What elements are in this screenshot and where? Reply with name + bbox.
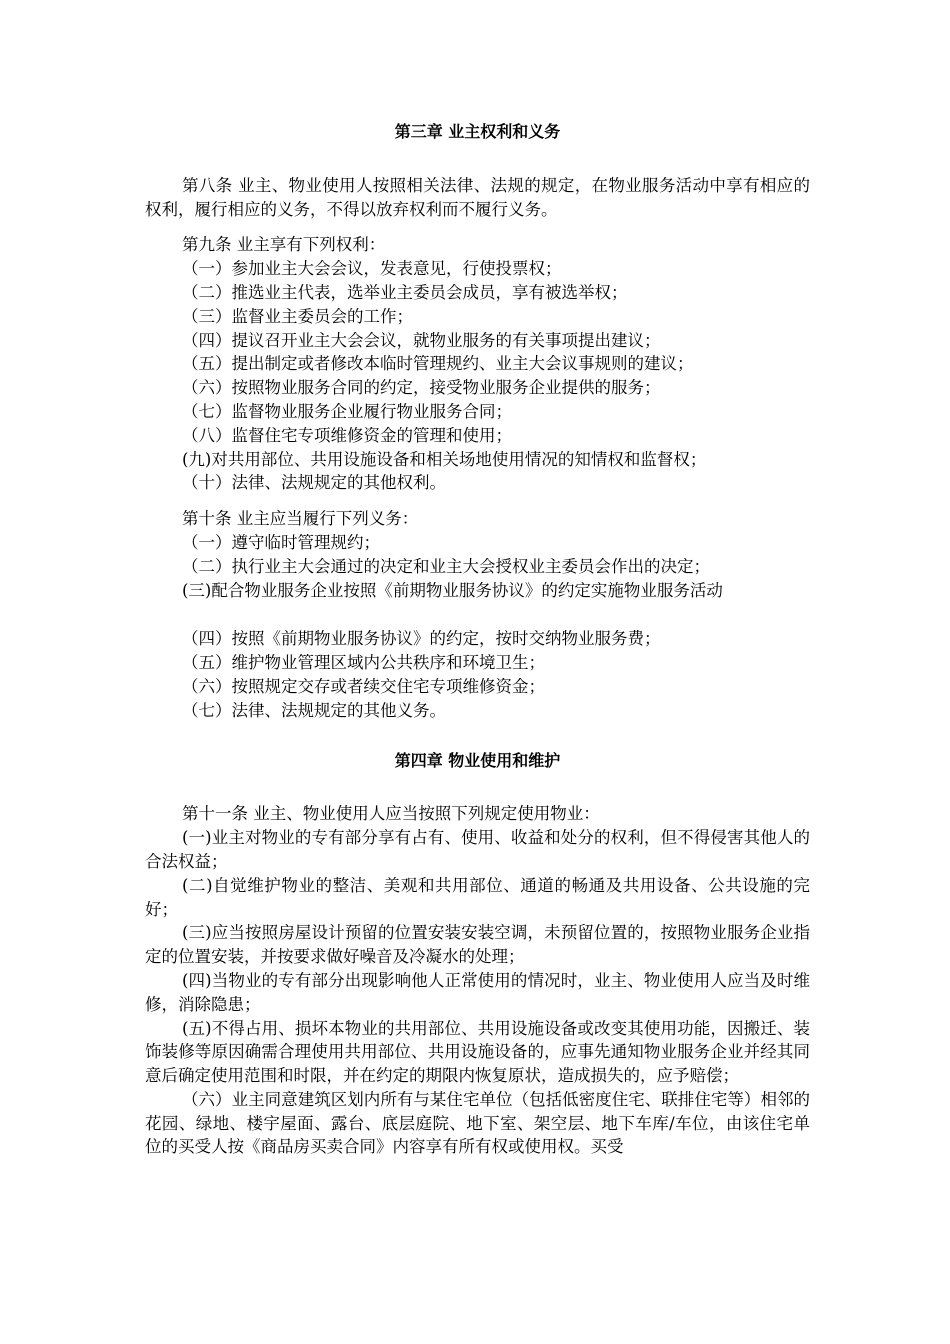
chapter-3-title: 第三章 业主权利和义务 [394, 122, 561, 141]
article-9-title: 第九条 业主享有下列权利： [182, 235, 386, 255]
article-11-item: (三)应当按照房屋设计预留的位置安装安装空调，未预留位置的，按照物业服务企业指定的位置安装，并按要求做好噪音及冷凝水的处理； [145, 923, 810, 967]
article-9-item: （八）监督住宅专项维修资金的管理和使用； [182, 425, 512, 445]
article-10-item: （六）按照规定交存或者续交住宅专项维修资金； [182, 676, 545, 696]
article-10-item: （二）执行业主大会通过的决定和业主大会授权业主委员会作出的决定； [182, 556, 710, 576]
article-11-item: (五)不得占用、损坏本物业的共用部位、共用设施设备或改变其使用功能，因搬迁、装饰装修等原因确需合理使用共用部位、共用设施设备的，应事先通知物业服务企业并经其同意后确定使用范围和时限，并在约定的期限内恢复原状，造成损失的，应予赔偿； [145, 1018, 810, 1086]
article-11-item: （六）业主同意建筑区划内所有与某住宅单位（包括低密度住宅、联排住宅等）相邻的花园、绿地、楼宇屋面、露台、底层庭院、地下室、架空层、地下车库/车位，由该住宅单位的买受人按《商品房买卖合同》内容享有所有权或使用权。买受 [145, 1089, 810, 1157]
article-9-item: （七）监督物业服务企业履行物业服务合同； [182, 401, 512, 421]
article-9-item: （一）参加业主大会会议，发表意见，行使投票权； [182, 259, 562, 279]
article-9-item: （五）提出制定或者修改本临时管理规约、业主大会议事规则的建议； [182, 354, 694, 374]
article-11-title: 第十一条 业主、物业使用人应当按照下列规定使用物业： [182, 804, 600, 824]
article-11-item: (四)当物业的专有部分出现影响他人正常使用的情况时，业主、物业使用人应当及时维修，消除隐患； [145, 970, 810, 1014]
article-9-item: （四）提议召开业主大会会议，就物业服务的有关事项提出建议； [182, 330, 661, 350]
article-9-item: (九)对共用部位、共用设施设备和相关场地使用情况的知情权和监督权； [182, 449, 707, 469]
article-9-item: （十）法律、法规规定的其他权利。 [182, 473, 446, 493]
article-9-item: （六）按照物业服务合同的约定，接受物业服务企业提供的服务； [182, 378, 661, 398]
article-8: 第八条 业主、物业使用人按照相关法律、法规的规定，在物业服务活动中享有相应的权利，履行相应的义务，不得以放弃权利而不履行义务。 [145, 175, 810, 219]
chapter-4-title: 第四章 物业使用和维护 [394, 750, 561, 770]
document-page [145, 120, 810, 1159]
article-10-item: （一）遵守临时管理规约； [182, 532, 380, 552]
article-10-item: (三)配合物业服务企业按照《前期物业服务协议》的约定实施物业服务活动 [182, 580, 723, 600]
article-10-title: 第十条 业主应当履行下列义务： [182, 509, 419, 529]
article-9-item: （三）监督业主委员会的工作； [182, 306, 413, 326]
article-10-item: （四）按照《前期物业服务协议》的约定，按时交纳物业服务费； [182, 629, 661, 649]
article-11-item: (二)自觉维护物业的整洁、美观和共用部位、通道的畅通及共用设备、公共设施的完好； [145, 875, 810, 919]
article-10-item: （七）法律、法规规定的其他义务。 [182, 700, 446, 720]
article-11-item: (一)业主对物业的专有部分享有占有、使用、收益和处分的权利，但不得侵害其他人的合法权益； [145, 828, 810, 871]
article-9-item: （二）推选业主代表，选举业主委员会成员，享有被选举权； [182, 282, 628, 302]
article-10-item: （五）维护物业管理区域内公共秩序和环境卫生； [182, 653, 545, 673]
